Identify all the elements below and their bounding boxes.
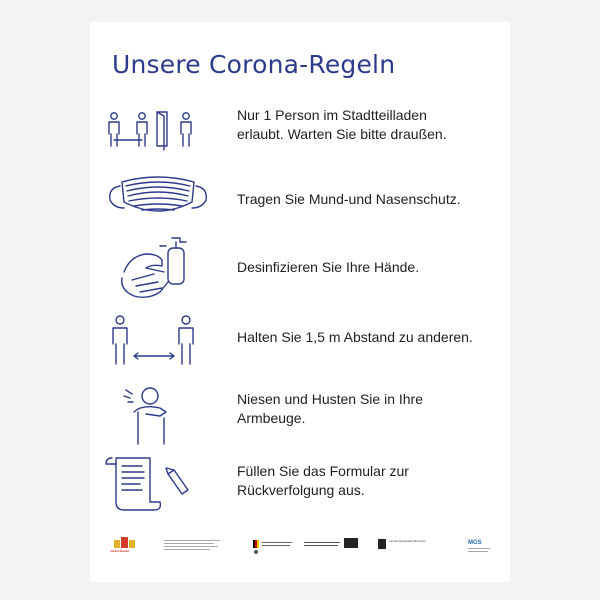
rule-line-1: Desinfizieren Sie Ihre Hände.	[237, 259, 420, 275]
rule-line-1: Nur 1 Person im Stadtteilladen	[237, 107, 427, 123]
rule-sanitize	[90, 232, 510, 302]
rule-text	[237, 190, 507, 209]
sponsor-logos	[90, 534, 510, 578]
logo-label: MGS	[468, 540, 482, 546]
page-title: Unsere Corona-Regeln	[112, 50, 396, 79]
distance-icon	[102, 310, 212, 372]
poster	[90, 22, 510, 582]
logo-label: stadtteilladen	[110, 549, 130, 553]
rule-text	[237, 106, 507, 144]
rule-text	[237, 462, 507, 500]
people-queue-door-icon	[102, 106, 212, 164]
rule-text	[237, 328, 507, 347]
rule-line-2: Armbeuge.	[237, 410, 306, 426]
sneeze-elbow-icon	[102, 382, 212, 448]
funding-text	[164, 534, 220, 574]
bundesministerium-logo	[250, 534, 296, 574]
rule-text	[237, 390, 507, 428]
rule-mask	[90, 172, 510, 230]
mgs-logo	[468, 534, 498, 574]
rule-distance	[90, 310, 510, 372]
face-mask-icon	[102, 172, 212, 230]
bayern-ministry-logo	[302, 534, 360, 574]
muenchen-logo	[376, 534, 446, 574]
rule-line-1: Halten Sie 1,5 m Abstand zu anderen.	[237, 329, 473, 345]
rule-line-1: Tragen Sie Mund-und Nasenschutz.	[237, 191, 461, 207]
rule-form	[90, 452, 510, 518]
hand-sanitizer-icon	[102, 232, 212, 302]
logo-label: Landeshauptstadt München	[389, 539, 427, 543]
rule-line-2: erlaubt. Warten Sie bitte draußen.	[237, 126, 447, 142]
rule-line-1: Füllen Sie das Formular zur	[237, 463, 409, 479]
rule-sneeze	[90, 382, 510, 448]
stadtteilladen-logo	[110, 534, 144, 574]
rule-line-2: Rückverfolgung aus.	[237, 482, 365, 498]
rule-text	[237, 258, 507, 277]
rule-one-person	[90, 106, 510, 164]
rule-line-1: Niesen und Husten Sie in Ihre	[237, 391, 423, 407]
form-pencil-icon	[102, 452, 212, 518]
